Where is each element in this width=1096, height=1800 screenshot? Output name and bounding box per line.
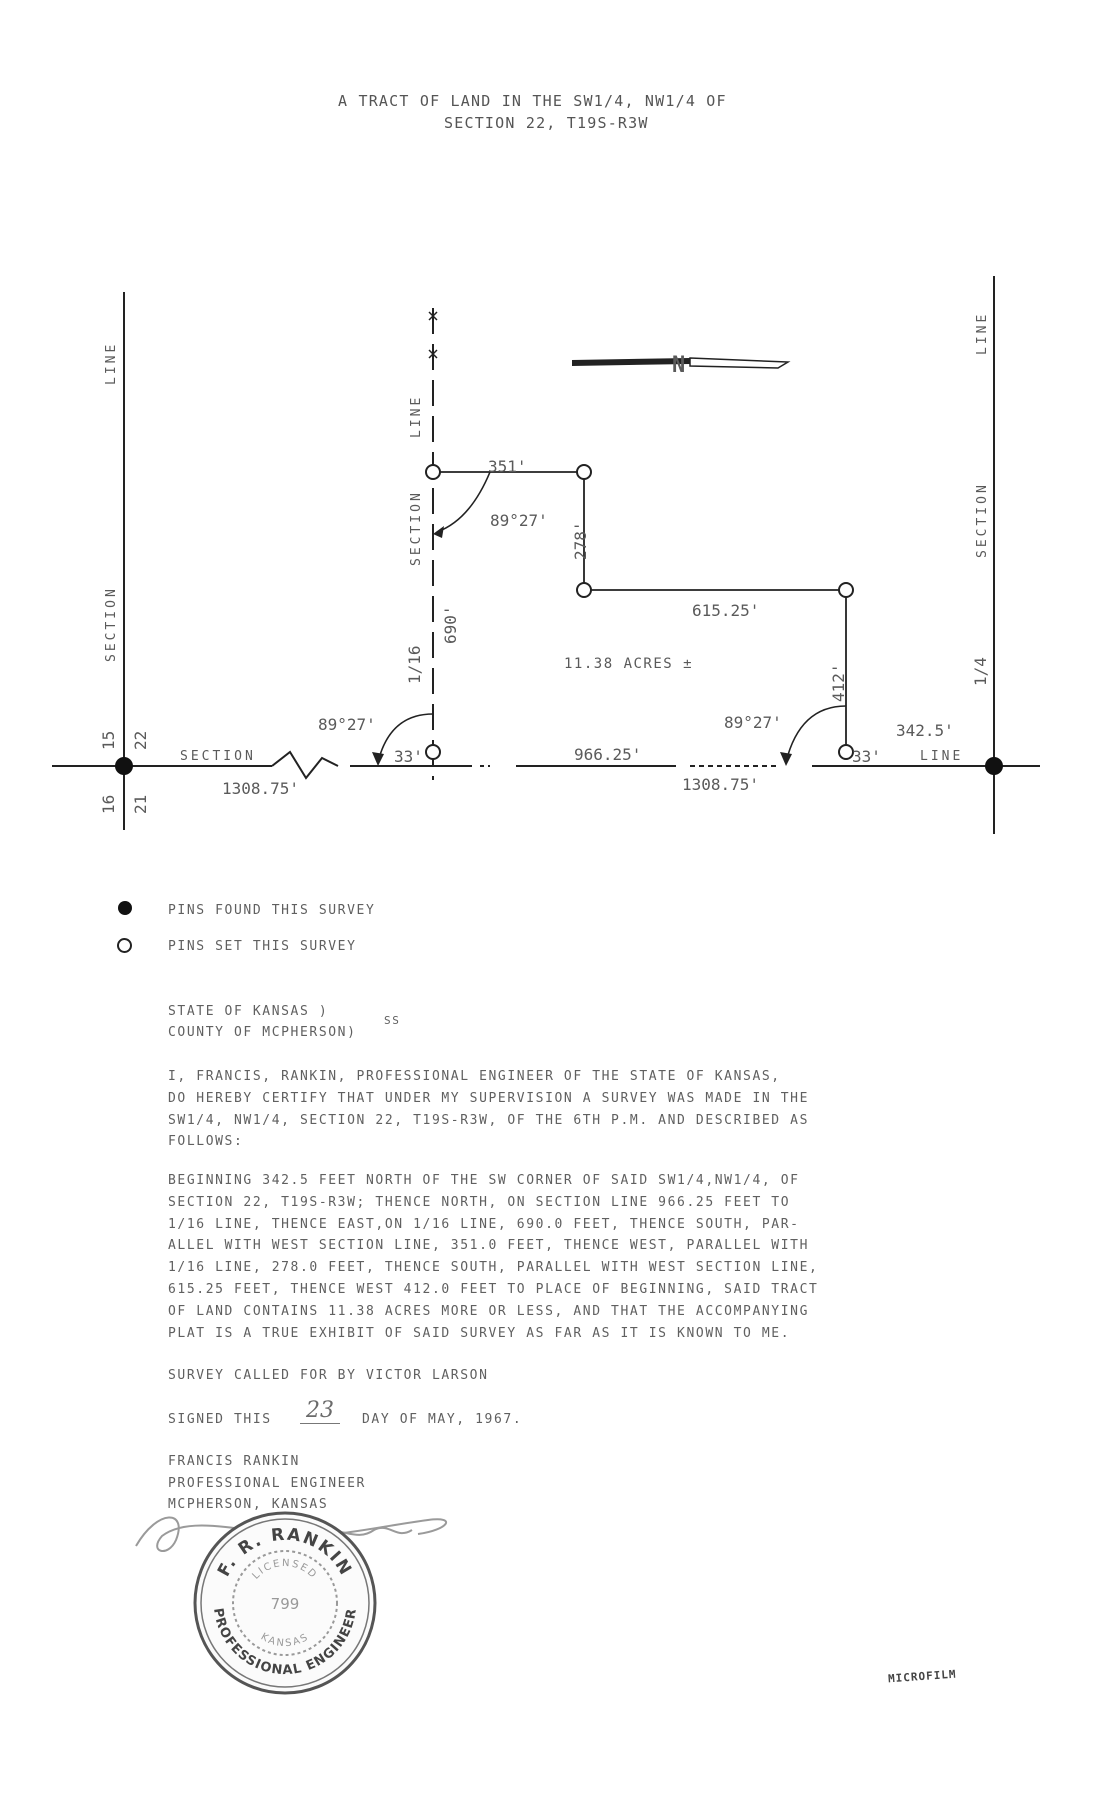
dim-278: 278': [571, 521, 590, 560]
description-line: PLAT IS A TRUE EXHIBIT OF SAID SURVEY AS FAR AS IT IS KNOWN TO ME.: [168, 1325, 791, 1341]
microfilm-stamp: MICROFILM: [887, 1667, 957, 1686]
description-line: ALLEL WITH WEST SECTION LINE, 351.0 FEET, THENCE WEST, PARALLEL WITH: [168, 1238, 810, 1254]
angle-arc-right: [786, 706, 846, 762]
north-symbol: N: [672, 353, 686, 378]
description-paragraph: [168, 1170, 928, 1344]
legend-set-label: PINS SET THIS SURVEY: [168, 939, 357, 954]
description-line: SECTION 22, T19S-R3W; THENCE NORTH, ON SECTION LINE 966.25 FEET TO: [168, 1194, 791, 1210]
seal-outer-top: F. R. RANKIN: [213, 1524, 356, 1581]
label-line-mid: LINE: [409, 394, 424, 438]
seal-number: 799: [270, 1595, 300, 1613]
label-quarter: 1/4: [971, 657, 990, 686]
venue-state: STATE OF KANSAS ): [168, 1004, 329, 1019]
venue-county: COUNTY OF MCPHERSON): [168, 1025, 357, 1040]
seal-inner-bottom: KANSAS: [258, 1631, 312, 1650]
certificate-line: DO HEREBY CERTIFY THAT UNDER MY SUPERVISION A SURVEY WAS MADE IN THE: [168, 1090, 810, 1106]
pin-found: [985, 757, 1003, 775]
label-section-bottom: SECTION: [180, 749, 256, 764]
certificate-paragraph: [168, 1066, 928, 1153]
engineer-city: MCPHERSON, KANSAS: [168, 1497, 329, 1512]
certificate-line: I, FRANCIS, RANKIN, PROFESSIONAL ENGINEER OF THE STATE OF KANSAS,: [168, 1069, 781, 1084]
pin-set: [577, 465, 591, 479]
label-line-left: LINE: [104, 341, 119, 385]
description-line: 1/16 LINE, 278.0 FEET, THENCE SOUTH, PARALLEL WITH WEST SECTION LINE,: [168, 1260, 819, 1276]
legend-found-label: PINS FOUND THIS SURVEY: [168, 903, 376, 918]
dim-33-left: 33': [394, 747, 423, 766]
dim-33-right: 33': [852, 747, 881, 766]
certificate-line: FOLLOWS:: [168, 1134, 244, 1150]
break-symbol: [272, 752, 338, 778]
seal-outer-bottom: PROFESSIONAL ENGINEER: [210, 1606, 360, 1679]
signed-suffix: DAY OF MAY, 1967.: [362, 1412, 523, 1427]
dim-615: 615.25': [692, 601, 760, 620]
description-line: 1/16 LINE, THENCE EAST,ON 1/16 LINE, 690.0 FEET, THENCE SOUTH, PAR-: [168, 1216, 800, 1232]
engineer-seal: [192, 1510, 378, 1696]
label-line-right: LINE: [975, 311, 990, 355]
angle-left-label: 89°27': [318, 715, 376, 734]
pin-set: [839, 583, 853, 597]
dim-412: 412': [829, 663, 848, 702]
label-22: 22: [131, 730, 150, 750]
north-arrow: [572, 353, 788, 378]
certificate-line: SW1/4, NW1/4, SECTION 22, T19S-R3W, OF THE 6TH P.M. AND DESCRIBED AS: [168, 1112, 810, 1128]
label-16: 16: [99, 794, 118, 814]
label-sixteenth: 1/16: [405, 645, 424, 684]
dim-1308-left: 1308.75': [222, 779, 300, 798]
label-line-bottom: LINE: [920, 749, 964, 764]
pin-found-icon: [118, 901, 132, 915]
pin-set: [426, 745, 440, 759]
angle-top-label: 89°27': [490, 511, 548, 530]
label-section-right: SECTION: [975, 482, 990, 558]
label-21: 21: [131, 794, 150, 814]
title-line-2: SECTION 22, T19S-R3W: [444, 114, 649, 132]
area-label: 11.38 ACRES ±: [564, 656, 694, 672]
venue-ss: SS: [384, 1014, 401, 1027]
pin-set-icon: [117, 938, 132, 953]
dim-351: 351': [488, 457, 527, 476]
title-line-1: A TRACT OF LAND IN THE SW1/4, NW1/4 OF: [338, 92, 727, 110]
pin-found: [115, 757, 133, 775]
signed-day: 23: [300, 1398, 340, 1424]
dim-690: 690': [441, 605, 460, 644]
description-line: OF LAND CONTAINS 11.38 ACRES MORE OR LESS, AND THAT THE ACCOMPANYING: [168, 1303, 810, 1319]
dim-1308-right: 1308.75': [682, 775, 760, 794]
angle-arc-top: [437, 472, 490, 532]
plat-drawing: [0, 0, 1096, 880]
engineer-title: PROFESSIONAL ENGINEER: [168, 1476, 366, 1491]
label-section-left: SECTION: [104, 586, 119, 662]
dim-966: 966.25': [574, 745, 642, 764]
label-section-mid: SECTION: [409, 490, 424, 566]
survey-called-for: SURVEY CALLED FOR BY VICTOR LARSON: [168, 1368, 489, 1383]
angle-right-label: 89°27': [724, 713, 782, 732]
pin-set: [577, 583, 591, 597]
description-line: 615.25 FEET, THENCE WEST 412.0 FEET TO PLACE OF BEGINNING, SAID TRACT: [168, 1281, 819, 1297]
signed-prefix: SIGNED THIS: [168, 1412, 272, 1427]
dim-342: 342.5': [896, 721, 954, 740]
pin-set: [839, 745, 853, 759]
description-line: BEGINNING 342.5 FEET NORTH OF THE SW CORNER OF SAID SW1/4,NW1/4, OF: [168, 1173, 800, 1188]
seal-inner-top: LICENSED: [250, 1557, 320, 1582]
label-15: 15: [99, 730, 118, 750]
engineer-name: FRANCIS RANKIN: [168, 1454, 300, 1469]
pin-set: [426, 465, 440, 479]
